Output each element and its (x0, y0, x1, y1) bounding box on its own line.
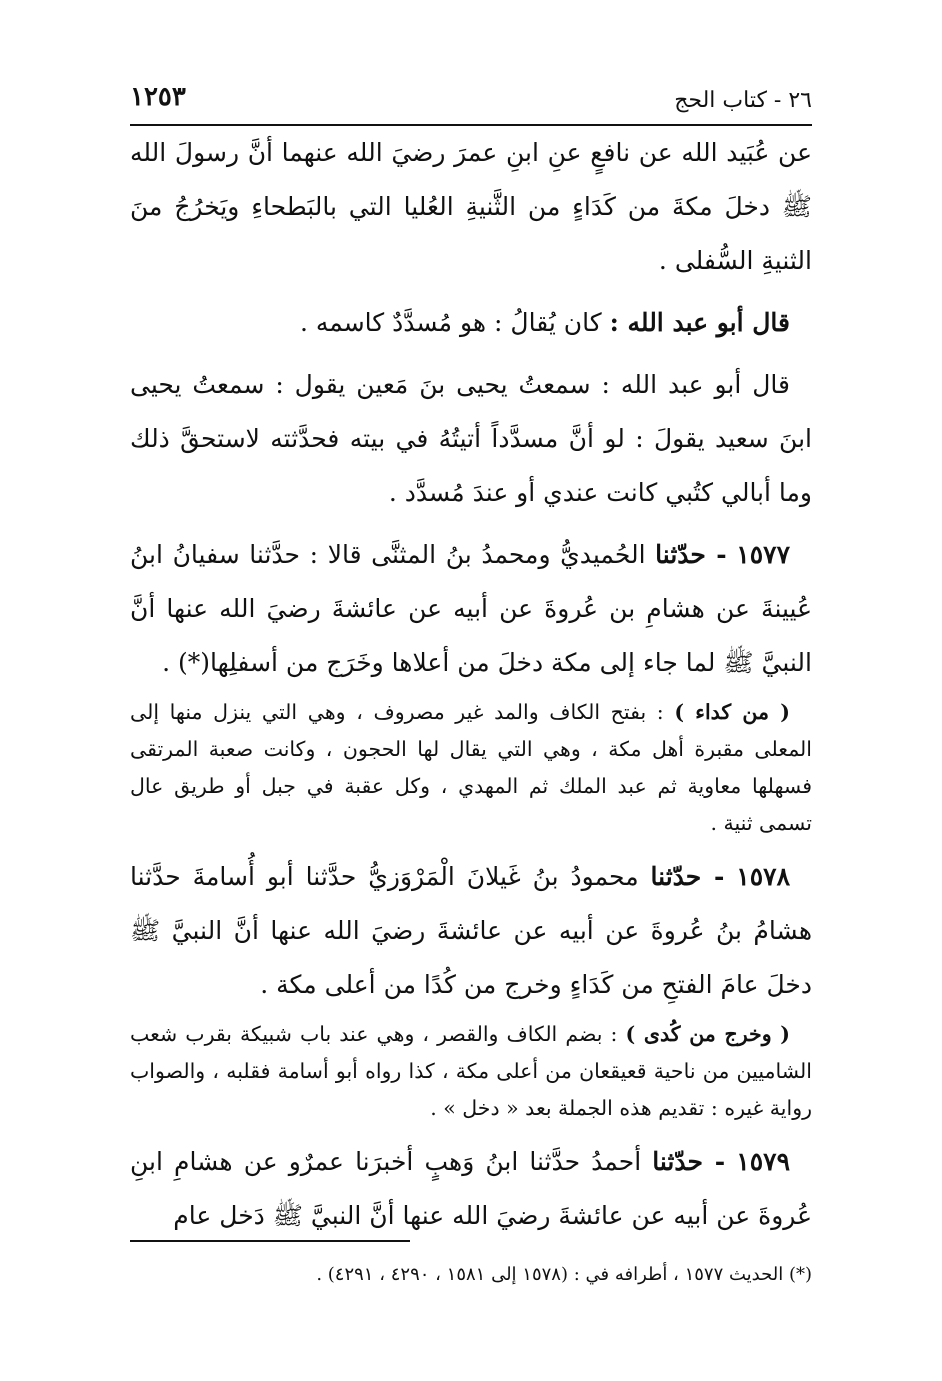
hadith-text: أحمدُ حدَّثنا ابنُ وَهبٍ أخبرَنا عمرٌو عن هشامِ ابنِ عُروةَ عن أبيه عن عائشةَ رضيَ الله عنها أنَّ النبيَّ ﷺ دَخل عام (130, 1147, 812, 1230)
note-text: : بفتح الكاف والمد غير مصروف ، وهي التي ينزل منها إلى المعلى مقبرة أهل مكة ، وهي التي يقال لها الحجون ، وكانت صعبة المرتقى فسهلها معاوية ثم عبد الملك ثم المهدي ، وكل عقبة في جبل أو طريق عال تسمى ثنية . (130, 700, 812, 835)
page-number: ١٢٥٣ (130, 82, 186, 112)
yahya-paragraph: قال أبو عبد الله : سمعتُ يحيى بنَ مَعين يقول : سمعتُ يحيى ابنَ سعيد يقولَ : لو أنَّ مسدَّداً أتيتُهُ في بيته فحدَّثته لاستحقَّ ذلك وما أبالي كتُبي كانت عندي أو عندَ مُسدَّد . (130, 370, 812, 507)
hadith-number: ١٥٧٩ (736, 1147, 790, 1176)
book-page (130, 80, 812, 1285)
qala-paragraph (130, 296, 812, 350)
hadith-text: الحُميديُّ ومحمدُ بنُ المثنَّى قالا : حدَّثنا سفيانُ ابنُ عُيينةَ عن هشامِ بن عُروةَ عن أبيه عن عائشةَ رضيَ الله عنها أنَّ النبيَّ ﷺ لما جاء إلى مكة دخلَ من أعلاها وخَرَج من أسفلِها(*) . (130, 540, 812, 677)
footnote: (*) الحديث ١٥٧٧ ، أطرافه في : (١٥٧٨ إلى ١٥٨١ ، ٤٢٩٠ ، ٤٢٩١) . (316, 1264, 812, 1285)
main-text (130, 126, 812, 1243)
note-term: ( وخرج من كُدى ) (625, 1022, 790, 1046)
footnote-divider (130, 1240, 410, 1242)
qala-lead: قال أبو عبد الله : (609, 308, 790, 337)
qala-text: كان يُقالُ : هو مُسدَّدٌ كاسمه . (299, 308, 602, 337)
hadith-text: محمودُ بنُ غَيلانَ الْمَرْوَزيُّ حدَّثنا أبو أُسامةَ حدَّثنا هشامُ بنُ عُروةَ عن أبيه عن عائشةَ رضيَ الله عنها أنَّ النبيَّ ﷺ دخلَ عامَ الفتحِ من كَدَاءٍ وخرج من كُدًا من أعلى مكة . (130, 862, 812, 999)
hadith-number: ١٥٧٨ (736, 862, 790, 891)
page-header (130, 80, 812, 126)
chapter-title: ٢٦ - كتاب الحج (674, 88, 812, 113)
hadith-1579 (130, 1135, 812, 1243)
hadith-lead: - حدّثنا (652, 1147, 726, 1176)
note-text: : بضم الكاف والقصر ، وهي عند باب شبيكة بقرب شعب الشاميين من ناحية قعيقعان من أعلى مكة ، كذا رواه أبو أسامة فقلبه ، والصواب رواية غيره : تقديم هذه الجملة بعد « دخل » . (130, 1022, 812, 1120)
hadith-1578 (130, 850, 812, 1012)
hadith-1577 (130, 528, 812, 690)
note-term: ( من كداء ) (674, 700, 790, 724)
hadith-number: ١٥٧٧ (736, 540, 790, 569)
explanatory-note-2 (130, 1016, 812, 1127)
explanatory-note-1 (130, 694, 812, 842)
hadith-lead: - حدّثنا (655, 540, 727, 569)
intro-paragraph: عن عُبَيد الله عن نافعٍ عنِ ابنِ عمرَ رضيَ الله عنهما أنَّ رسولَ الله ﷺ دخلَ مكةَ من كَدَاءٍ من الثَّنيةِ العُليا التي بالبَطحاءِ ويَخرُجُ منَ الثنيةِ السُّفلى . (130, 138, 812, 275)
hadith-lead: - حدّثنا (650, 862, 725, 891)
